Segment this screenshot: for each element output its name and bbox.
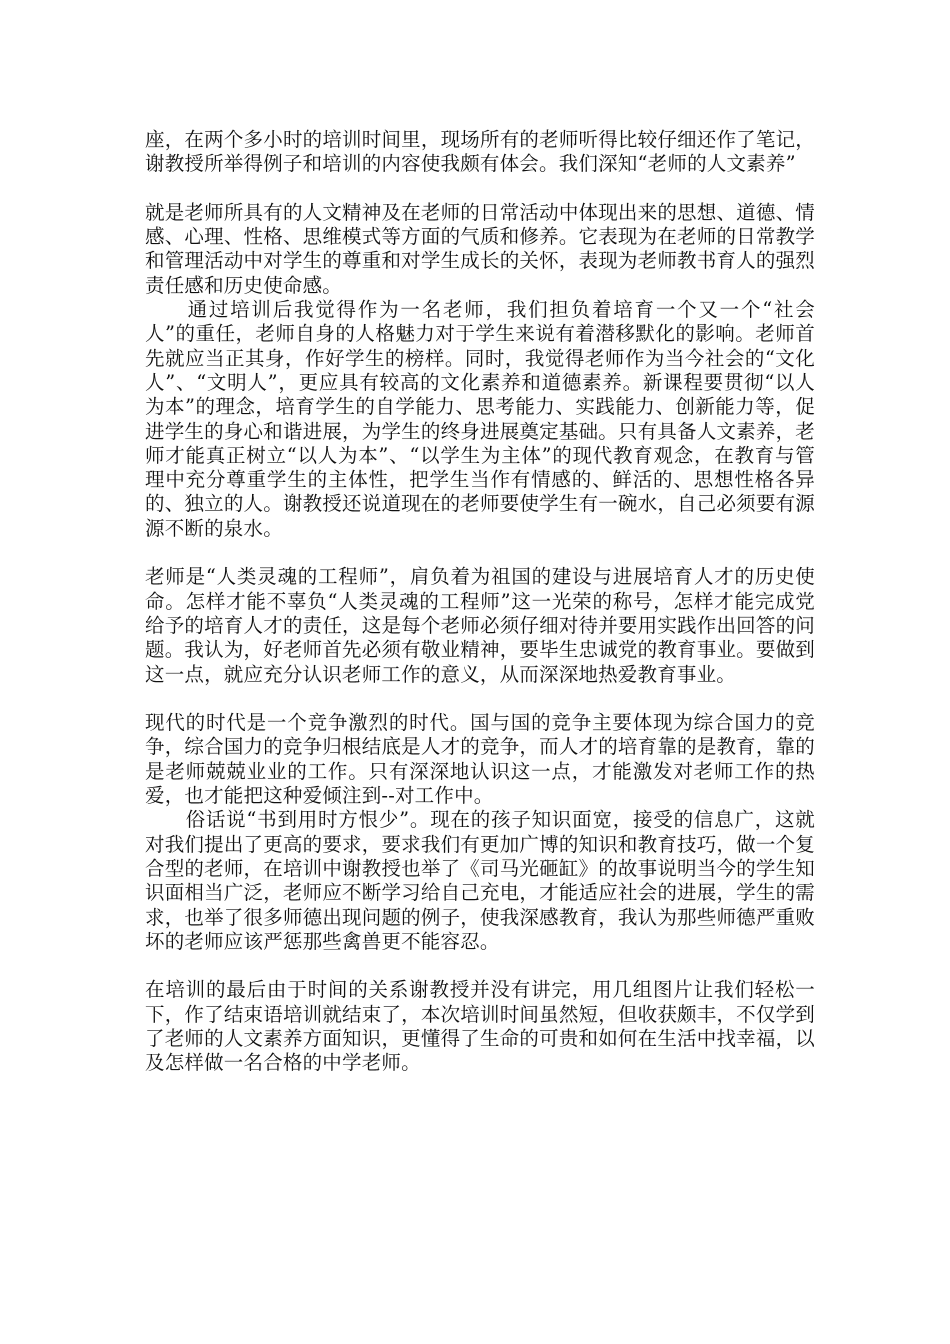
paragraph-gap [145, 541, 815, 565]
paragraph-7: 在培训的最后由于时间的关系谢教授并没有讲完，用几组图片让我们轻松一下，作了结束语培训就结束了，本次培训时间虽然短，但收获颇丰，不仅学到了老师的人文素养方面知识，更懂得了生命的可贵和如何在生活中找幸福，以及怎样做一名合格的中学老师。 [145, 978, 815, 1075]
paragraph-4: 老师是“人类灵魂的工程师”，肩负着为祖国的建设与进展培育人才的历史使命。怎样才能不辜负“人类灵魂的工程师”这一光荣的称号，怎样才能完成党给予的培育人才的责任，这是每个老师必须仔细对待并要用实践作出回答的问题。我认为，好老师首先必须有敬业精神，要毕生忠诚党的教育事业。要做到这一点，就应充分认识老师工作的意义，从而深深地热爱教育事业。 [145, 565, 815, 686]
paragraph-gap [145, 687, 815, 711]
paragraph-gap [145, 954, 815, 978]
document-body [145, 128, 815, 1076]
paragraph-gap [145, 177, 815, 201]
paragraph-6: 俗话说“书到用时方恨少”。现在的孩子知识面宽，接受的信息广，这就对我们提出了更高的要求，要求我们有更加广博的知识和教育技巧，做一个复合型的老师，在培训中谢教授也举了《司马光砸缸》的故事说明当今的学生知识面相当广泛，老师应不断学习给自己充电，才能适应社会的进展，学生的需求，也举了很多师德出现问题的例子，使我深感教育，我认为那些师德严重败坏的老师应该严惩那些禽兽更不能容忍。 [145, 808, 815, 953]
paragraph-2: 就是老师所具有的人文精神及在老师的日常活动中体现出来的思想、道德、情感、心理、性格、思维模式等方面的气质和修养。它表现为在老师的日常教学和管理活动中对学生的尊重和对学生成长的关怀，表现为老师教书育人的强烈责任感和历史使命感。 [145, 200, 815, 297]
paragraph-5: 现代的时代是一个竞争激烈的时代。国与国的竞争主要体现为综合国力的竞争，综合国力的竞争归根结底是人才的竞争，而人才的培育靠的是教育，靠的是老师兢兢业业的工作。只有深深地认识这一点，才能激发对老师工作的热爱，也才能把这种爱倾注到--对工作中。 [145, 711, 815, 808]
paragraph-1: 座，在两个多小时的培训时间里，现场所有的老师听得比较仔细还作了笔记，谢教授所举得例子和培训的内容使我颇有体会。我们深知“老师的人文素养” [145, 128, 815, 176]
paragraph-3: 通过培训后我觉得作为一名老师，我们担负着培育一个又一个“社会人”的重任，老师自身的人格魅力对于学生来说有着潜移默化的影响。老师首先就应当正其身，作好学生的榜样。同时，我觉得老师作为当今社会的“文化人”、“文明人”，更应具有较高的文化素养和道德素养。新课程要贯彻“以人为本”的理念，培育学生的自学能力、思考能力、实践能力、创新能力等，促进学生的身心和谐进展，为学生的终身进展奠定基础。只有具备人文素养，老师才能真正树立“以人为本”、“以学生为主体”的现代教育观念，在教育与管理中充分尊重学生的主体性，把学生当作有情感的、鲜活的、思想性格各异的、独立的人。谢教授还说道现在的老师要使学生有一碗水，自己必须要有源源不断的泉水。 [145, 298, 815, 540]
